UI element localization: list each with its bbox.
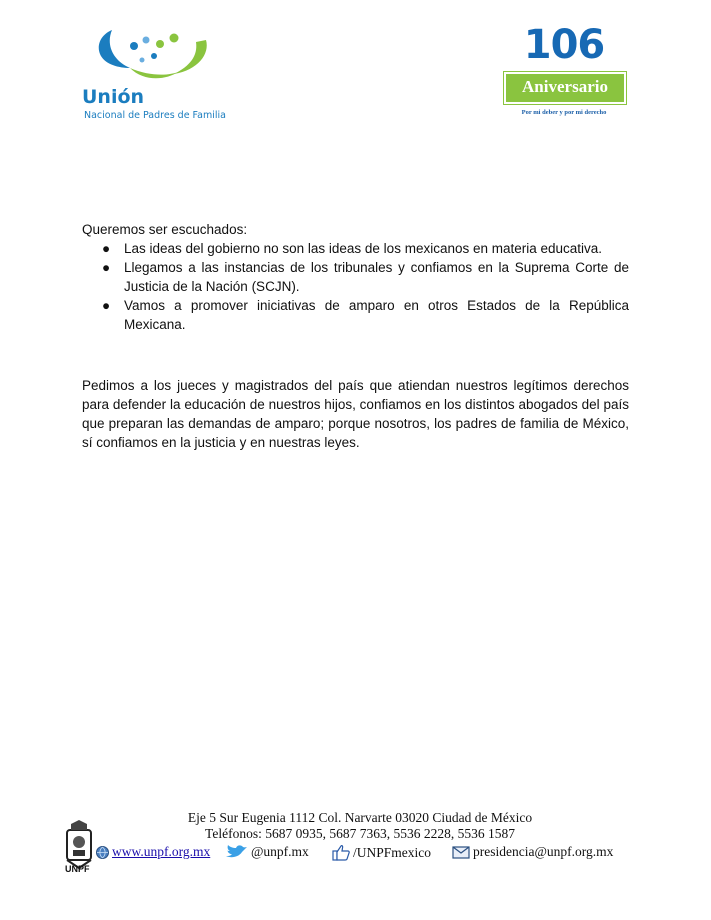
list-item-text: Las ideas del gobierno no son las ideas de los mexicanos en materia educativa. bbox=[124, 241, 603, 256]
list-item-text: Vamos a promover iniciativas de amparo en otros Estados de la República Mexicana. bbox=[124, 298, 629, 332]
email-address[interactable]: presidencia@unpf.org.mx bbox=[473, 844, 614, 859]
website-contact[interactable] bbox=[96, 844, 210, 860]
lead-text: Queremos ser escuchados: bbox=[82, 222, 248, 237]
union-logo bbox=[78, 24, 228, 124]
anniversary-logo bbox=[502, 22, 626, 128]
twitter-handle[interactable]: @unpf.mx bbox=[251, 844, 309, 859]
bullet-list bbox=[82, 239, 629, 334]
footer-address: Eje 5 Sur Eugenia 1112 Col. Narvarte 03020 Ciudad de México bbox=[187, 810, 533, 825]
unpf-logo-text: UNPF bbox=[65, 864, 90, 874]
thumbs-up-icon bbox=[332, 844, 350, 861]
list-item bbox=[82, 239, 629, 258]
bullet-icon: ● bbox=[102, 241, 111, 256]
twitter-contact[interactable] bbox=[224, 844, 309, 860]
anniversary-label: Aniversario bbox=[522, 77, 608, 96]
bullet-icon: ● bbox=[102, 260, 111, 275]
closing-paragraph: Pedimos a los jueces y magistrados del país que atiendan nuestros legítimos derechos para defender la educación de nuestros hijos, confiamos en los distintos abogados del país que preparan las demandas de amparo; porque nosotros, los padres de familia de México, sí confiamos en la justicia y en nuestras leyes. bbox=[82, 378, 629, 450]
envelope-icon bbox=[452, 846, 470, 859]
facebook-handle[interactable]: /UNPFmexico bbox=[353, 844, 432, 860]
union-logo-subtitle: Nacional de Padres de Familia bbox=[84, 110, 226, 121]
footer-phones: Teléfonos: 5687 0935, 5687 7363, 5536 2228, 5536 1587 bbox=[205, 826, 515, 841]
anniversary-motto: Por mi deber y por mi derecho bbox=[521, 109, 607, 116]
website-link[interactable]: www.unpf.org.mx bbox=[112, 844, 211, 859]
anniversary-banner bbox=[504, 72, 626, 104]
anniversary-number: 106 bbox=[523, 22, 605, 68]
email-contact[interactable] bbox=[452, 844, 613, 860]
globe-icon bbox=[96, 846, 109, 859]
bullet-icon: ● bbox=[102, 298, 111, 313]
twitter-bird-icon bbox=[224, 844, 248, 860]
page-footer bbox=[0, 808, 711, 920]
document-body bbox=[82, 220, 629, 466]
list-item bbox=[82, 296, 629, 334]
list-item bbox=[82, 258, 629, 296]
family-figures-icon bbox=[78, 24, 228, 94]
union-logo-title: Unión bbox=[82, 86, 145, 108]
facebook-contact[interactable] bbox=[332, 844, 431, 861]
list-item-text: Llegamos a las instancias de los tribunales y confiamos en la Suprema Corte de Justicia de la Nación (SCJN). bbox=[124, 260, 629, 294]
